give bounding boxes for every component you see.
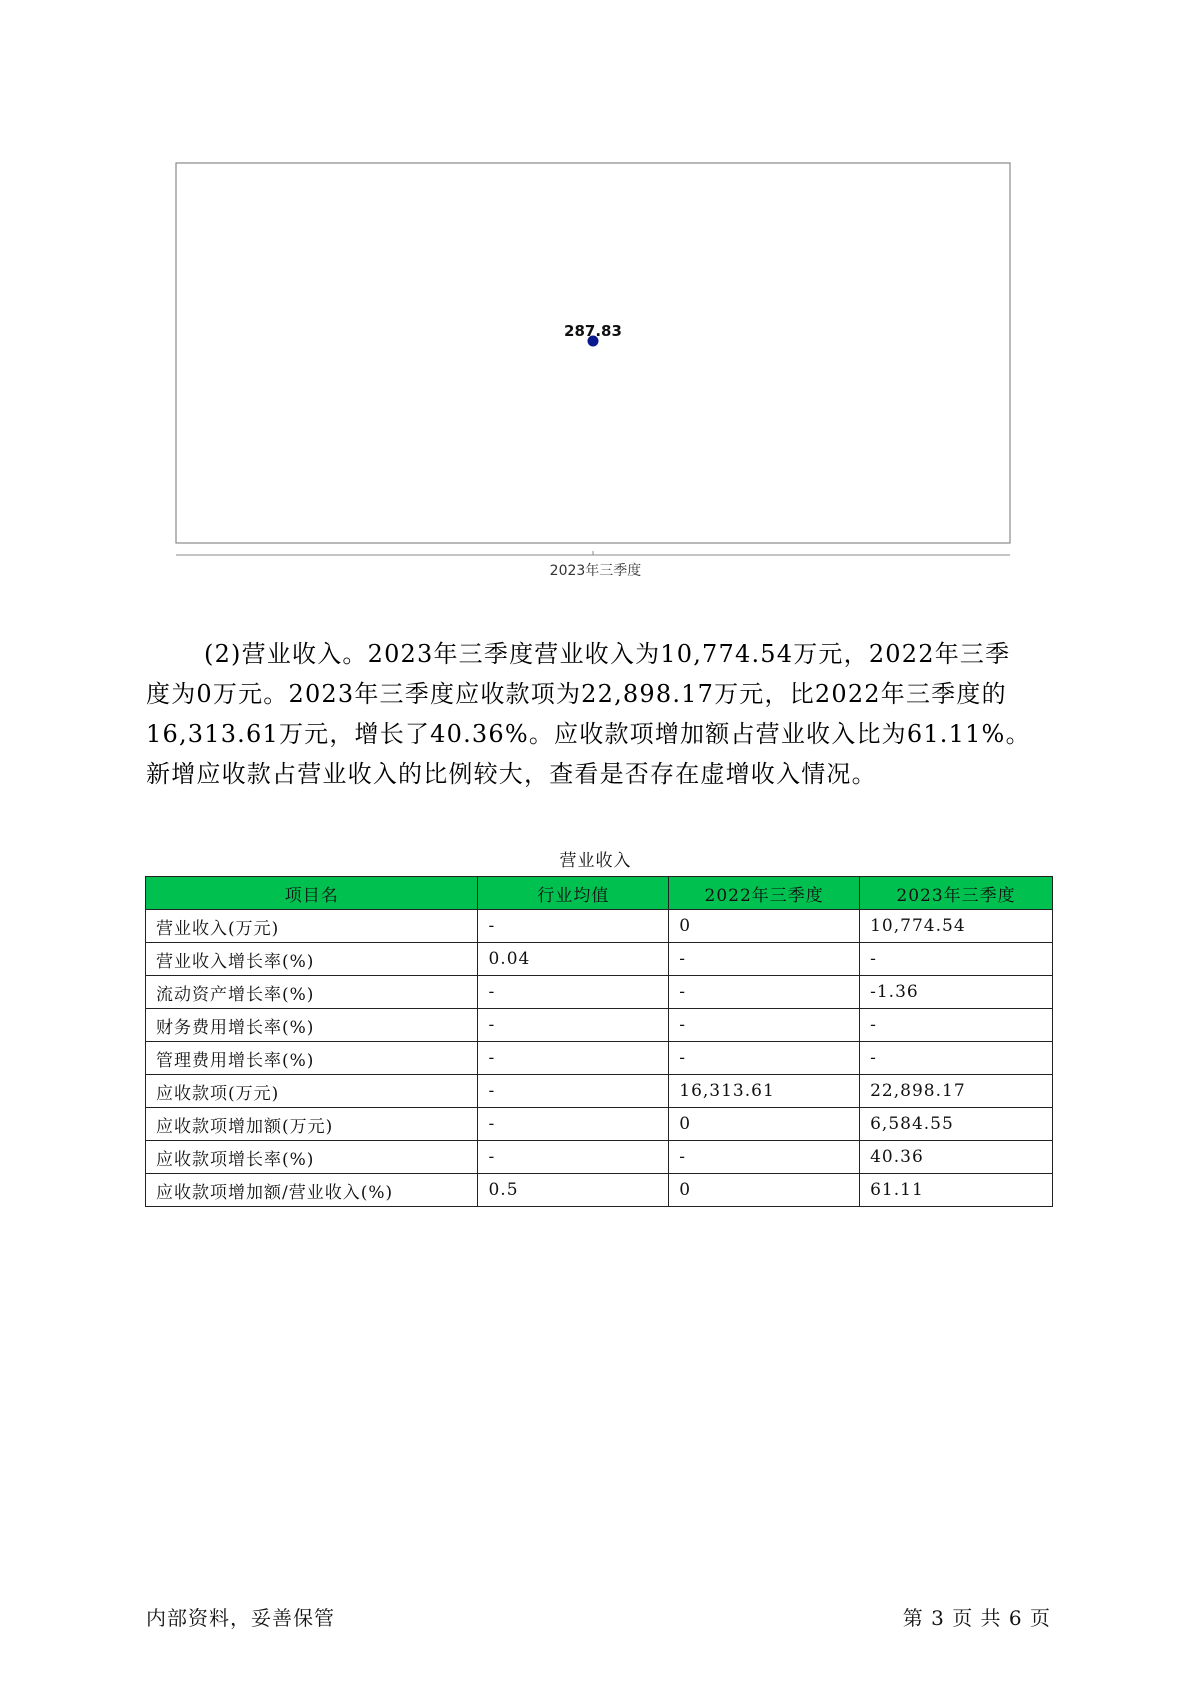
- paragraph-line-1: (2)营业收入。2023年三季度营业收入为10,774.54万元，2022年三季: [204, 640, 1011, 668]
- table-row: [146, 976, 1053, 1009]
- table-cell: -1.36: [860, 976, 1053, 1009]
- table-cell: -: [478, 1108, 669, 1141]
- table-cell: 40.36: [860, 1141, 1053, 1174]
- header-industry-avg: 行业均值: [478, 877, 669, 910]
- table-header-row: [146, 877, 1053, 910]
- chart-data-label: 287.83: [564, 322, 622, 340]
- table-cell: 应收款项增长率(%): [146, 1141, 478, 1174]
- table-cell: -: [669, 1042, 860, 1075]
- table-cell: -: [860, 1009, 1053, 1042]
- table-cell: 6,584.55: [860, 1108, 1053, 1141]
- paragraph-line-4: 新增应收款占营业收入的比例较大，查看是否存在虚增收入情况。: [146, 760, 877, 788]
- table-row: [146, 1108, 1053, 1141]
- paragraph-line-2: 度为0万元。2023年三季度应收款项为22,898.17万元，比2022年三季度的: [146, 680, 1007, 708]
- header-2022-q3: 2022年三季度: [669, 877, 860, 910]
- table-cell: 0.5: [478, 1174, 669, 1207]
- table-row: [146, 1042, 1053, 1075]
- chart: [0, 0, 1191, 600]
- table-cell: 0: [669, 1174, 860, 1207]
- chart-x-label: 2023年三季度: [549, 563, 642, 579]
- table-cell: -: [478, 1009, 669, 1042]
- table-cell: 流动资产增长率(%): [146, 976, 478, 1009]
- table-row: [146, 1009, 1053, 1042]
- table-title: 营业收入: [559, 851, 632, 871]
- table-cell: 22,898.17: [860, 1075, 1053, 1108]
- table-cell: 应收款项增加额(万元): [146, 1108, 478, 1141]
- table-cell: 应收款项增加额/营业收入(%): [146, 1174, 478, 1207]
- chart-plot-frame: [176, 163, 1010, 543]
- table-row: [146, 910, 1053, 943]
- table-cell: -: [478, 1141, 669, 1174]
- table-cell: -: [478, 1042, 669, 1075]
- body-paragraph: [146, 634, 1050, 794]
- table-cell: 10,774.54: [860, 910, 1053, 943]
- table-row: [146, 943, 1053, 976]
- table-cell: 营业收入(万元): [146, 910, 478, 943]
- table-cell: -: [669, 976, 860, 1009]
- table-cell: -: [669, 1141, 860, 1174]
- footer-confidential-note: 内部资料，妥善保管: [146, 1606, 335, 1630]
- revenue-table: [145, 876, 1053, 1207]
- paragraph-line-3: 16,313.61万元，增长了40.36%。应收款项增加额占营业收入比为61.11%。: [146, 720, 1031, 748]
- table-cell: 0: [669, 910, 860, 943]
- table-cell: -: [860, 1042, 1053, 1075]
- table-cell: 16,313.61: [669, 1075, 860, 1108]
- header-2023-q3: 2023年三季度: [860, 877, 1053, 910]
- table-cell: 0: [669, 1108, 860, 1141]
- table-cell: 应收款项(万元): [146, 1075, 478, 1108]
- table-cell: 营业收入增长率(%): [146, 943, 478, 976]
- table-cell: 61.11: [860, 1174, 1053, 1207]
- header-item-name: 项目名: [146, 877, 478, 910]
- table-cell: -: [478, 976, 669, 1009]
- table-row: [146, 1174, 1053, 1207]
- table-cell: 管理费用增长率(%): [146, 1042, 478, 1075]
- table-cell: 0.04: [478, 943, 669, 976]
- table-cell: -: [669, 943, 860, 976]
- footer-page-number: 第 3 页 共 6 页: [902, 1606, 1051, 1630]
- chart-svg: [0, 0, 1191, 600]
- table-row: [146, 1141, 1053, 1174]
- table-cell: -: [478, 910, 669, 943]
- table-row: [146, 1075, 1053, 1108]
- table-cell: -: [478, 1075, 669, 1108]
- table-cell: 财务费用增长率(%): [146, 1009, 478, 1042]
- table-cell: -: [669, 1009, 860, 1042]
- table-cell: -: [860, 943, 1053, 976]
